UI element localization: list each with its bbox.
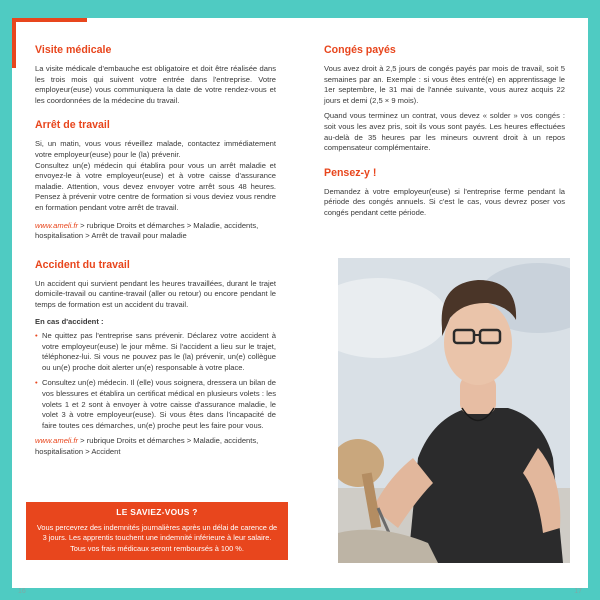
accident-text: Un accident qui survient pendant les heures travaillées, durant le trajet domicile-travail ou cantine-travail (aller ou retour) ou encore pendant le temps de formation est un accident du travail. (35, 278, 276, 309)
page-number-right: 17 (574, 588, 582, 595)
left-column (35, 44, 276, 461)
pensez-text: Demandez à votre employeur(euse) si l'entreprise ferme pendant la période des congés annuels. Si c'est le cas, vous devrez poser vos congés pendant cette période. (324, 186, 565, 217)
accident-subtitle: En cas d'accident : (35, 316, 104, 326)
ameli-link[interactable]: www.ameli.fr (35, 436, 79, 446)
arret-link-line (35, 221, 276, 242)
visite-title: Visite médicale (35, 44, 112, 56)
conges-title: Congés payés (324, 44, 396, 56)
list-item: • Ne quittez pas l'entreprise sans prévenir. Déclarez votre accident à votre employeur(euse) le jour même. Si l'accident a lieu sur le trajet, téléphonez-lui. Si vous ne pouvez pas le (la) prévenir, un(e) collègue ou un(e) proche doit alerter un(e) responsable à votre place. (35, 331, 276, 372)
list-item: • Consultez un(e) médecin. Il (elle) vous soignera, dressera un bilan de vos blessures et établira un certificat médical en plusieurs volets : les volets 1 et 2 sont à envoyer à votre caisse d'assurance maladie, le volet 3 à votre employeur(euse). Si vous êtes dans l'incapacité de faire toutes ces démarches, un(e) proche peut les faire pour vous. (35, 378, 276, 430)
page-number-left: 16 (18, 588, 26, 595)
info-box-text: Vous percevrez des indemnités journalières après un délai de carence de 3 jours. Les apprentis touchent une indemnité inférieure à leur salaire. Tous vos frais médicaux seront remboursés à 100 %. (36, 523, 278, 553)
accident-list (35, 331, 276, 431)
pensez-title: Pensez-y ! (324, 166, 377, 179)
conges-text-1: Vous avez droit à 2,5 jours de congés payés par mois de travail, soit 5 semaines par an. Exemple : si vous êtes entré(e) en apprentissage le 1er septembre, le 31 mai de l'année suivante, vous aurez acquis 22 jours et demi (2,5 × 9 mois). (324, 64, 565, 105)
conges-text-2: Quand vous terminez un contrat, vous devez « solder » vos congés : soit vous les avez pris, soit ils vous sont payés. Les heures effectuées au-delà de 35 heures par les mineurs ouvrent droit à un repos compensateur complémentaire. (324, 111, 565, 153)
accident-link-line (35, 436, 276, 457)
info-box-title: LE SAVIEZ-VOUS ? (116, 507, 198, 517)
arret-link-path: > rubrique Droits et démarches > Maladie, accidents, hospitalisation > Arrêt de travail pour maladie (35, 220, 259, 241)
arret-text-1: Si, un matin, vous vous réveillez malade, contactez immédiatement votre employeur(euse) pour le (la) prévenir. (35, 139, 276, 159)
arret-title: Arrêt de travail (35, 119, 110, 132)
corner-accent-side (12, 18, 16, 68)
bullet-icon: • (35, 331, 38, 341)
visite-text: La visite médicale d'embauche est obligatoire et doit être réalisée dans les trois mois qui suivent votre entrée dans l'entreprise. Votre employeur(euse) vous communiquera la date de votre rendez-vous et les coordonnées de la médecine du travail. (35, 64, 276, 105)
right-column (324, 44, 565, 222)
accident-title: Accident du travail (35, 258, 130, 271)
bullet-icon: • (35, 378, 38, 388)
arret-text-2: Consultez un(e) médecin qui établira pour vous un arrêt maladie et envoyez-le à votre employeur(euse) et à votre caisse d'assurance maladie. Attention, vous devez envoyer votre arrêt sous 48 heures. Pensez à prévenir votre centre de formation si vous deviez vous rendre en formation pendant votre arrêt de travail. (35, 160, 276, 212)
apprentice-photo (338, 258, 570, 563)
corner-accent-top (12, 18, 87, 22)
info-box (26, 502, 288, 560)
accident-link-path: > rubrique Droits et démarches > Maladie, accidents, hospitalisation > Accident (35, 436, 259, 457)
ameli-link[interactable]: www.ameli.fr (35, 220, 79, 230)
